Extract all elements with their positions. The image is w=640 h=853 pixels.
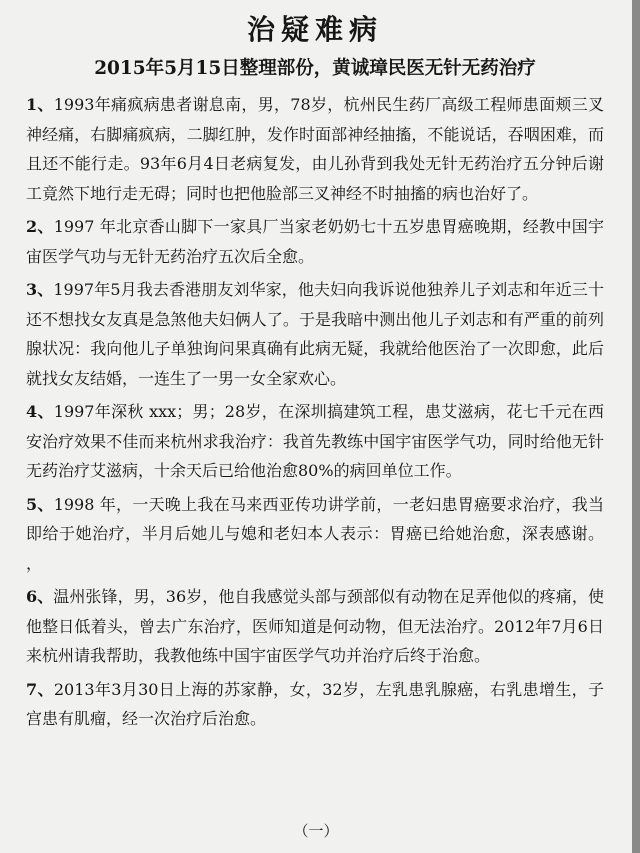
case-item-1 (26, 90, 604, 208)
case-number: 6、 (26, 587, 54, 606)
case-item-5 (26, 490, 604, 579)
page-title: 治疑难病 (246, 13, 383, 46)
case-text: 1998 年，一天晚上我在马来西亚传功讲学前，一老妇患胃癌要求治疗，我当即给于她治疗，半月后她儿与媳和老妇本人表示：胃癌已给她治愈，深表感谢。 ， (26, 494, 604, 573)
case-number: 2、 (26, 217, 54, 236)
case-text: 1997年深秋 xxx；男；28岁，在深圳搞建筑工程，患艾滋病，花七千元在西安治疗效果不佳而来杭州求我治疗：我首先教练中国宇宙医学气功，同时给他无针无药治疗艾滋病，十余天后已给他治愈80%的病回单位工作。 (26, 402, 604, 480)
case-item-3 (26, 275, 604, 393)
case-number: 4、 (26, 402, 54, 421)
case-text: 1993年痛疯病患者谢息南，男，78岁，杭州民生药厂高级工程师患面颊三叉神经痛，右脚痛疯病，二脚红肿，发作时面部神经抽搐，不能说话，吞咽困难，而且还不能行走。93年6月4日老病复发，由儿孙背到我处无针无药治疗五分钟后谢工竟然下地行走无碍；同时也把他脸部三叉神经不时抽搐的病也治好了。 (26, 95, 604, 203)
case-text: 1997 年北京香山脚下一家具厂当家老奶奶七十五岁患胃癌晚期，经教中国宇宙医学气功与无针无药治疗五次后全愈。 (26, 217, 604, 266)
case-number: 7、 (26, 679, 54, 699)
case-number: 3、 (26, 280, 54, 299)
case-item-4 (26, 397, 604, 486)
page-number: （一） (293, 822, 339, 840)
case-item-2 (26, 212, 604, 271)
case-text: 温州张锋，男，36岁，他自我感觉头部与颈部似有动物在足弄他似的疼痛，使他整日低着头，曾去广东治疗，医师知道是何动物，但无法治疗。2012年7月6日来杭州请我帮助，我教他练中国宇宙医学气功并治疗后终于治愈。 (26, 587, 604, 665)
case-item-7 (26, 675, 604, 734)
case-text: 2013年3月30日上海的苏家静，女，32岁，左乳患乳腺癌，右乳患增生，子宫患有肌瘤，经一次治疗后治愈。 (26, 679, 604, 728)
case-item-6 (26, 582, 604, 671)
page-subtitle: 2015年5月15日整理部份，黄诚璋民医无针无药治疗 (94, 58, 536, 79)
case-number: 5、 (26, 494, 54, 514)
case-text: 1997年5月我去香港朋友刘华家，他夫妇向我诉说他独养儿子刘志和年近三十还不想找女友真是急煞他夫妇俩人了。于是我暗中测出他儿子刘志和有严重的前列腺状况：我向他儿子单独询问果真确有此病无疑，我就给他医治了一次即愈，此后就找女友结婚，一连生了一男一女全家欢心。 (26, 280, 604, 388)
case-number: 1、 (26, 95, 54, 114)
